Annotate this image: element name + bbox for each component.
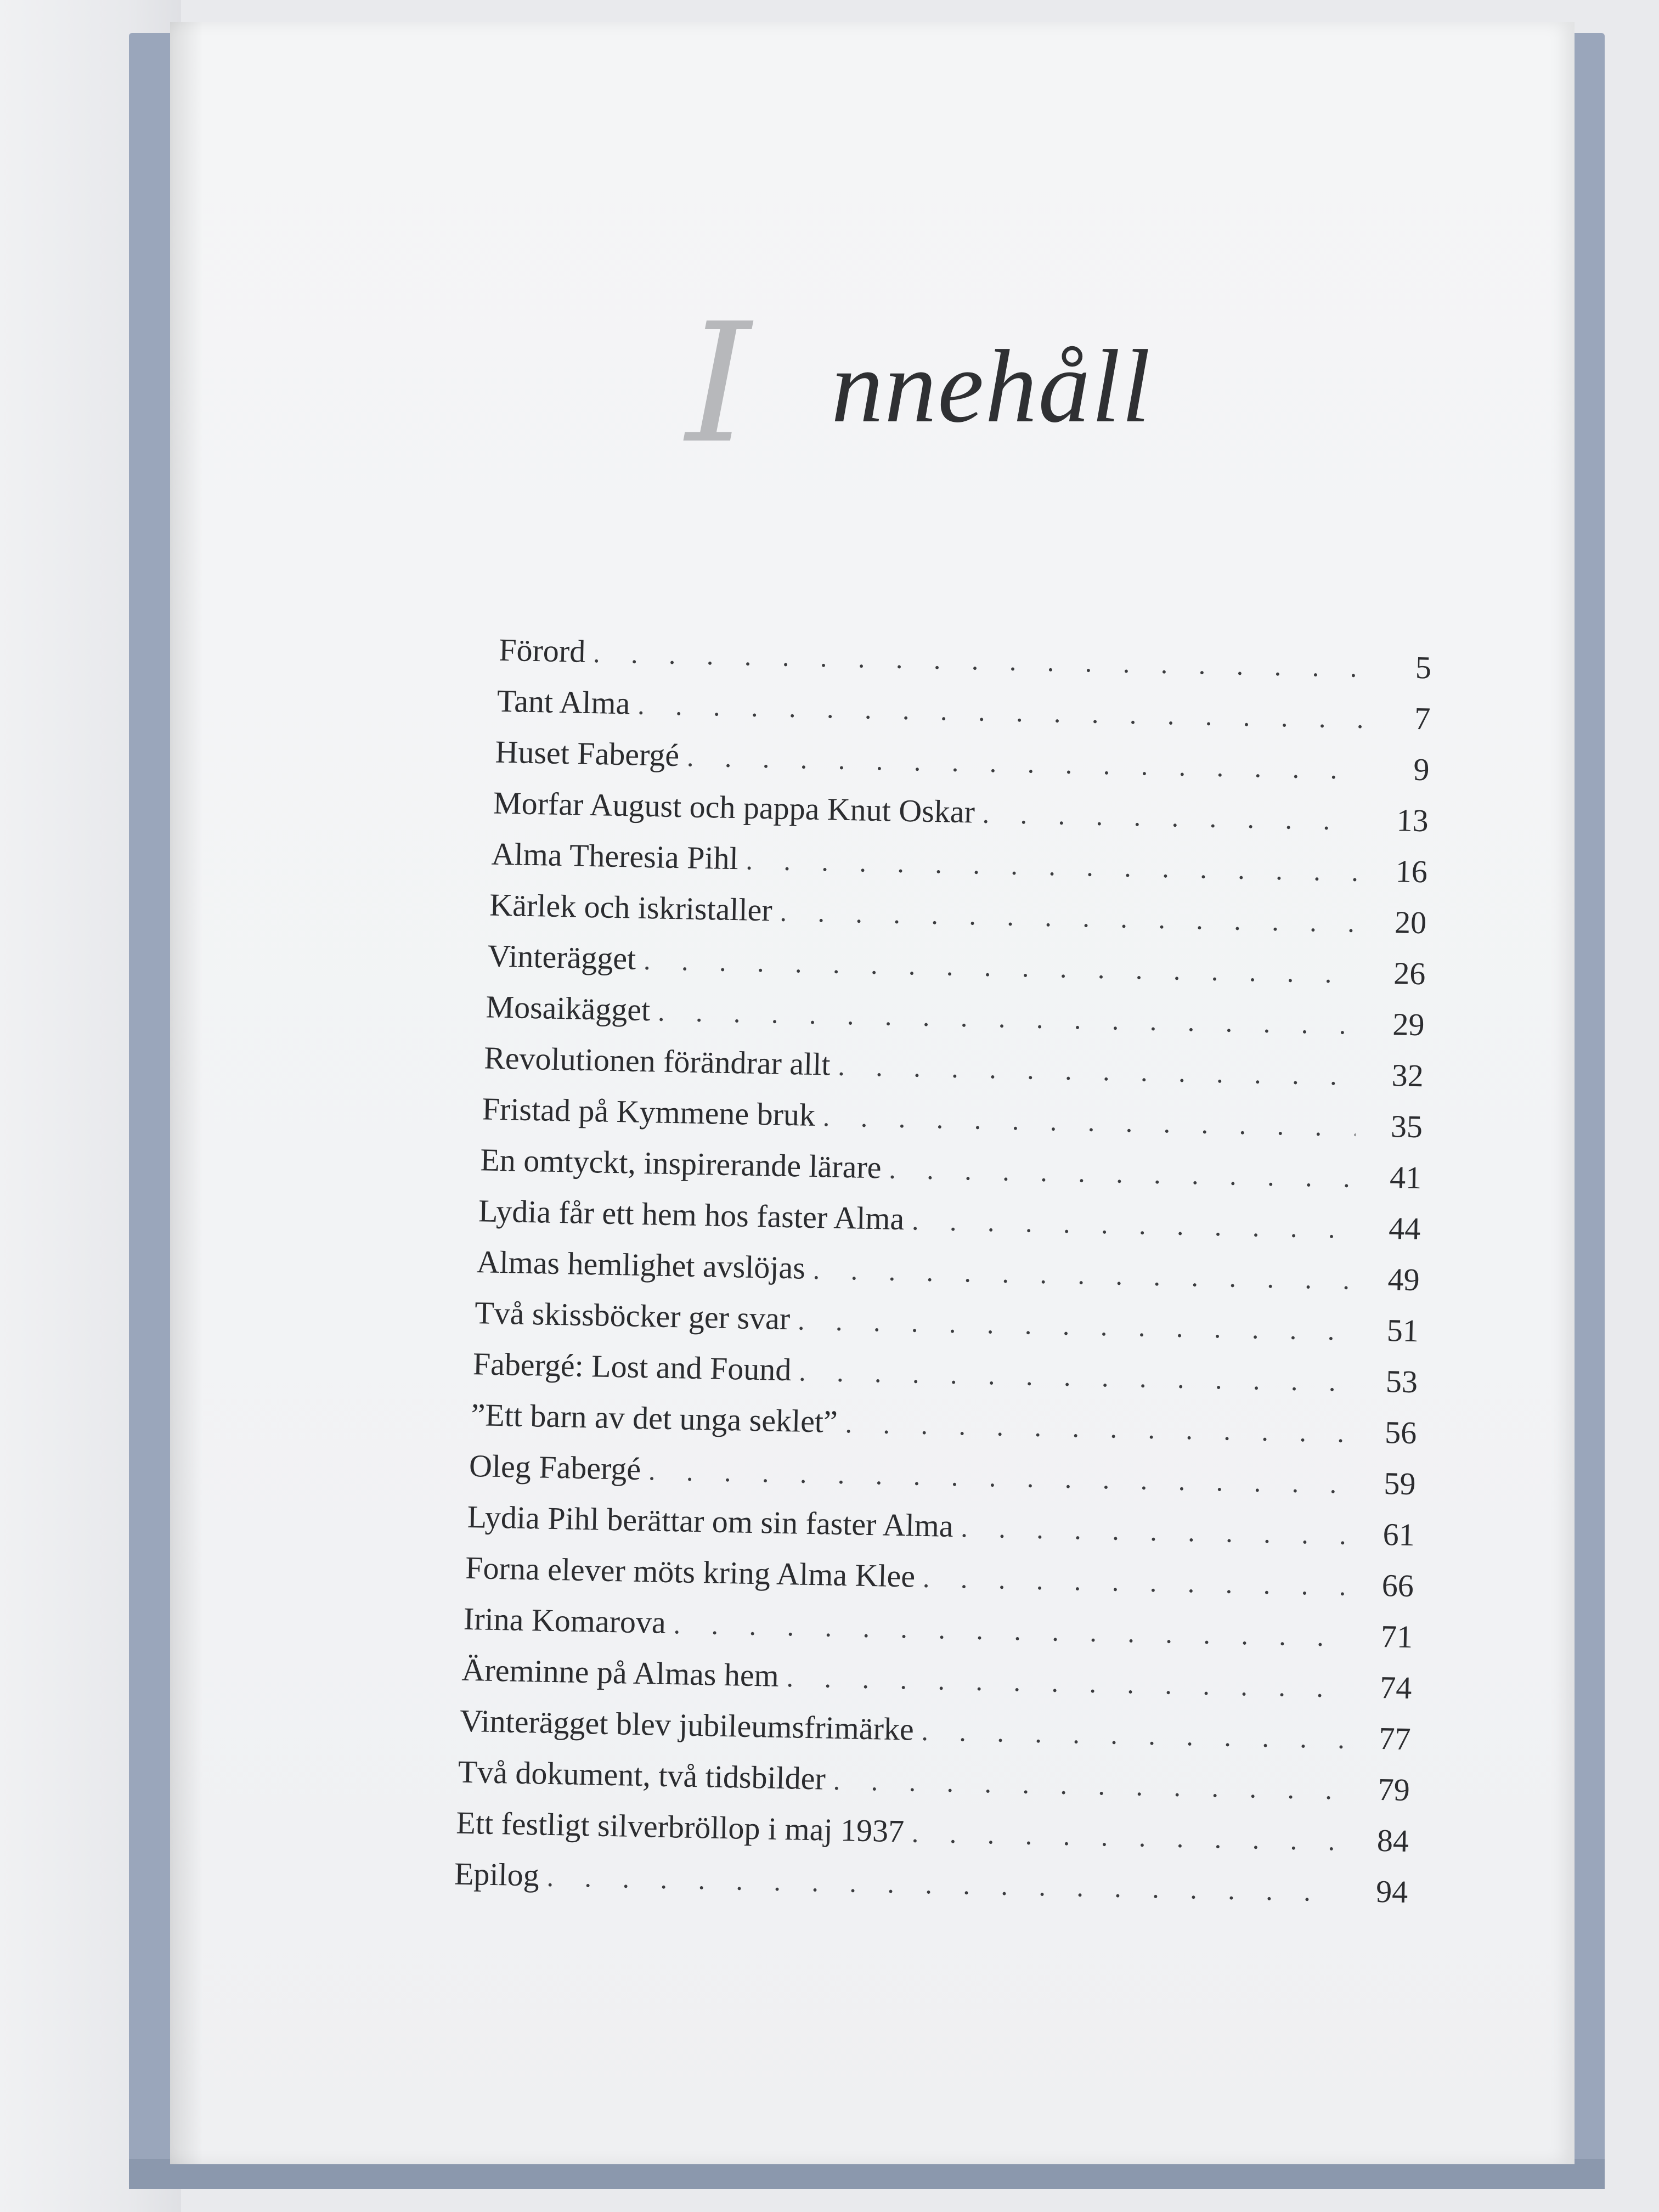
toc-dot-leader bbox=[786, 1661, 1345, 1704]
toc-dot-leader bbox=[822, 1101, 1356, 1143]
toc-entry-page-number: 94 bbox=[1375, 1873, 1408, 1910]
toc-dot-leader bbox=[911, 1817, 1342, 1857]
toc-entry-page-number: 7 bbox=[1414, 700, 1431, 737]
toc-entry-page-number: 49 bbox=[1387, 1261, 1420, 1298]
toc-entry-title: Vinterägget bbox=[487, 938, 636, 977]
toc-entry-title: Fristad på Kymmene bruk bbox=[482, 1091, 816, 1133]
toc-entry-title: Huset Fabergé bbox=[494, 733, 680, 774]
toc-entry-page-number: 26 bbox=[1393, 955, 1426, 992]
toc-entry-title: Förord bbox=[498, 631, 586, 669]
toc-entry-page-number: 35 bbox=[1390, 1108, 1423, 1145]
toc-dot-leader bbox=[921, 1715, 1344, 1755]
toc-entry-page-number: 16 bbox=[1395, 853, 1428, 890]
toc-entry-title: Vinterägget blev jubileumsfrimärke bbox=[459, 1702, 915, 1747]
toc-entry-title: Två dokument, två tidsbilder bbox=[458, 1753, 826, 1797]
toc-dot-leader bbox=[845, 1407, 1350, 1449]
table-of-contents bbox=[453, 631, 1431, 1925]
toc-entry-page-number: 61 bbox=[1383, 1516, 1415, 1553]
toc-dot-leader bbox=[838, 1050, 1357, 1092]
toc-entry-title: Kärlek och iskristaller bbox=[489, 887, 773, 928]
toc-entry-title: En omtyckt, inspirerande lärare bbox=[479, 1142, 882, 1186]
page-title bbox=[686, 288, 1234, 479]
toc-entry-title: Revolutionen förändrar allt bbox=[483, 1040, 831, 1082]
toc-dot-leader bbox=[799, 1356, 1351, 1398]
toc-entry-page-number: 59 bbox=[1383, 1465, 1417, 1502]
toc-dot-leader bbox=[912, 1204, 1354, 1244]
toc-entry-page-number: 56 bbox=[1384, 1414, 1417, 1451]
toc-dot-leader bbox=[673, 1608, 1346, 1653]
toc-entry-title: Almas hemlighet avslöjas bbox=[476, 1244, 806, 1286]
toc-entry-page-number: 13 bbox=[1396, 802, 1429, 839]
toc-entry-title: Irina Komarova bbox=[463, 1600, 667, 1640]
toc-dot-leader bbox=[798, 1304, 1352, 1346]
toc-dot-leader bbox=[686, 741, 1363, 786]
toc-entry-page-number: 77 bbox=[1378, 1720, 1412, 1757]
toc-dot-leader bbox=[812, 1254, 1353, 1296]
toc-entry-title: ”Ett barn av det unga seklet” bbox=[470, 1397, 838, 1440]
title-text: nnehåll bbox=[831, 329, 1152, 444]
toc-entry-page-number: 32 bbox=[1391, 1057, 1424, 1094]
toc-dot-leader bbox=[833, 1764, 1343, 1806]
toc-entry-page-number: 84 bbox=[1376, 1822, 1409, 1859]
toc-entry-page-number: 74 bbox=[1379, 1669, 1412, 1706]
toc-entry-page-number: 29 bbox=[1392, 1006, 1425, 1043]
toc-entry-page-number: 5 bbox=[1415, 649, 1432, 686]
toc-entry-title: Forna elever möts kring Alma Klee bbox=[465, 1549, 916, 1594]
toc-dot-leader bbox=[982, 798, 1362, 837]
toc-entry-title: Fabergé: Lost and Found bbox=[472, 1346, 792, 1388]
toc-entry-page-number: 9 bbox=[1413, 751, 1430, 788]
toc-entry-title: Alma Theresia Pihl bbox=[491, 836, 739, 877]
toc-entry-title: Epilog bbox=[454, 1855, 540, 1893]
toc-entry-title: Lydia Pihl berättar om sin faster Alma bbox=[467, 1498, 954, 1544]
toc-entry-title: Äreminne på Almas hem bbox=[461, 1651, 780, 1694]
toc-dot-leader bbox=[923, 1562, 1347, 1602]
page-gutter bbox=[170, 22, 203, 2164]
title-initial-letter: I bbox=[686, 288, 751, 479]
toc-entry-page-number: 66 bbox=[1381, 1567, 1414, 1604]
toc-dot-leader bbox=[889, 1153, 1355, 1194]
toc-entry-page-number: 51 bbox=[1386, 1312, 1419, 1349]
toc-entry-page-number: 79 bbox=[1378, 1771, 1410, 1808]
toc-entry-page-number: 44 bbox=[1388, 1210, 1421, 1247]
toc-entry-title: Lydia får ett hem hos faster Alma bbox=[478, 1193, 905, 1237]
toc-entry-page-number: 41 bbox=[1389, 1159, 1422, 1196]
toc-entry-page-number: 20 bbox=[1394, 904, 1427, 941]
toc-entry-title: Morfar August och pappa Knut Oskar bbox=[493, 785, 975, 830]
toc-entry-title: Oleg Fabergé bbox=[469, 1448, 641, 1487]
toc-dot-leader bbox=[746, 844, 1361, 887]
toc-entry-page-number: 53 bbox=[1385, 1363, 1418, 1400]
toc-entry-title: Tant Alma bbox=[496, 682, 630, 721]
toc-dot-leader bbox=[961, 1511, 1348, 1551]
toc-dot-leader bbox=[780, 896, 1360, 939]
toc-entry-title: Ett festligt silverbröllop i maj 1937 bbox=[455, 1804, 905, 1849]
toc-entry-title: Mosaikägget bbox=[486, 989, 651, 1028]
toc-entry-page-number: 71 bbox=[1380, 1618, 1413, 1655]
toc-entry-title: Två skissböcker ger svar bbox=[474, 1295, 791, 1337]
